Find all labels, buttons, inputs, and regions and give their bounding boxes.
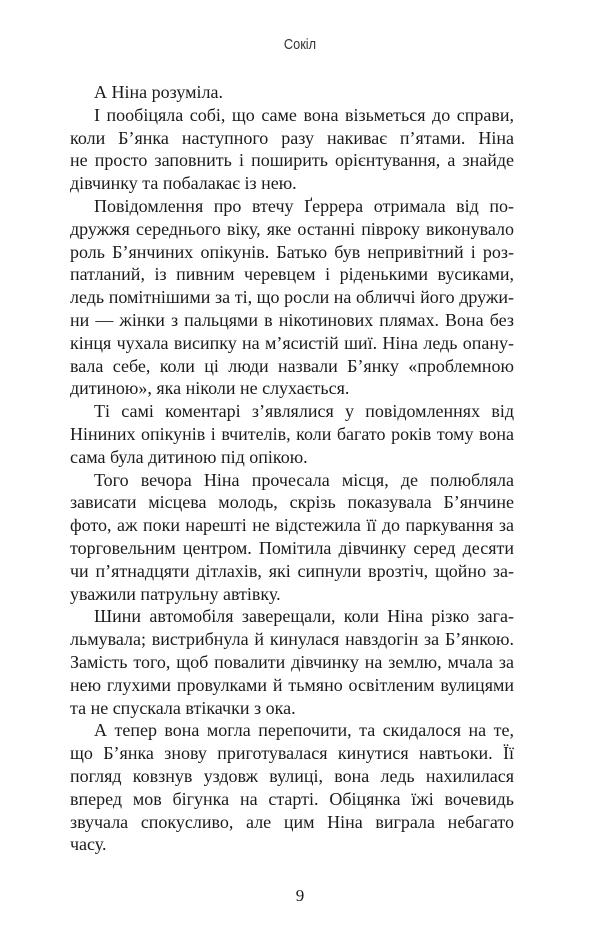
paragraph bbox=[70, 195, 514, 400]
page-body-text bbox=[70, 81, 514, 856]
paragraph bbox=[70, 400, 514, 468]
text-line: зависати місцева молодь, скрізь показувала Б’янчине bbox=[70, 492, 514, 513]
text-line: сама була дитиною під опікою. bbox=[70, 446, 308, 467]
text-line: не просто заповнить і поширить орієнтування, а знайде bbox=[70, 150, 514, 171]
text-line: чи п’ятнадцяти дітлахів, які сипнули врозтіч, щойно за- bbox=[70, 560, 514, 581]
text-line: дружжя середнього віку, яке останні півроку виконувало bbox=[70, 218, 514, 239]
text-line: та не спускала втікачки з ока. bbox=[70, 697, 296, 718]
text-line: кінця чухала висипку на м’ясистій шиї. Ніна ледь опану- bbox=[70, 332, 514, 353]
text-line: патланий, із пивним черевцем і ріденькими вусиками, bbox=[70, 264, 514, 285]
text-line: А тепер вона могла перепочити, та скидалося на те, bbox=[94, 720, 514, 741]
text-line: звучала спокусливо, але цим Ніна виграла небагато bbox=[70, 811, 514, 832]
paragraph bbox=[70, 605, 514, 719]
text-line: погляд ковзнув уздовж вулиці, вона ледь нахилилася bbox=[70, 765, 514, 786]
text-line: дитиною», яка ніколи не слухається. bbox=[70, 378, 350, 399]
text-line: ни — жінки з пальцями в нікотинових плямах. Вона без bbox=[70, 309, 514, 330]
page-number: 9 bbox=[295, 886, 305, 905]
text-line: вперед мов бігунка на старті. Обіцянка їжі вочевидь bbox=[70, 788, 514, 809]
paragraph bbox=[70, 81, 514, 104]
text-line: Того вечора Ніна прочесала місця, де полюбляла bbox=[94, 469, 514, 490]
text-line: І пообіцяла собі, що саме вона візьметься до справи, bbox=[94, 104, 514, 125]
text-line: фото, аж поки нарешті не відстежила її до паркування за bbox=[70, 515, 514, 536]
text-line: Ніниних опікунів і вчителів, коли багато років тому вона bbox=[70, 423, 514, 444]
text-line: часу. bbox=[70, 834, 107, 855]
text-line: ледь помітнішими за ті, що росли на обличчі його дружи- bbox=[70, 287, 514, 308]
paragraph bbox=[70, 469, 514, 606]
text-line: льмувала; вистрибнула й кинулася навздогін за Б’янкою. bbox=[70, 629, 514, 650]
text-line: роль Б’янчиних опікунів. Батько був непривітний і роз- bbox=[70, 241, 514, 262]
text-line: вала себе, коли ці люди назвали Б’янку «проблемною bbox=[70, 355, 514, 376]
text-line: Замість того, щоб повалити дівчинку на землю, мчала за bbox=[70, 651, 514, 672]
text-line: Повідомлення про втечу Ґеррера отримала від по- bbox=[94, 195, 514, 216]
text-line: торговельним центром. Помітила дівчинку серед десяти bbox=[70, 537, 514, 558]
paragraph bbox=[70, 719, 514, 856]
text-line: Ті самі коментарі з’являлися у повідомленнях від bbox=[94, 401, 514, 422]
text-line: що Б’янка знову приготувалася кинутися навтьоки. Її bbox=[70, 743, 514, 764]
text-line: нею глухими провулками й тьмяно освітленим вулицями bbox=[70, 674, 514, 695]
text-line: Шини автомобіля заверещали, коли Ніна різко зага- bbox=[94, 606, 514, 627]
paragraph bbox=[70, 104, 514, 195]
running-header: Сокіл bbox=[283, 36, 317, 53]
text-line: коли Б’янка наступного разу накиває п’ятами. Ніна bbox=[70, 127, 514, 148]
text-line: уважили патрульну автівку. bbox=[70, 583, 281, 604]
text-line: дівчинку та побалакає із нею. bbox=[70, 173, 297, 194]
text-line: А Ніна розуміла. bbox=[94, 82, 223, 102]
